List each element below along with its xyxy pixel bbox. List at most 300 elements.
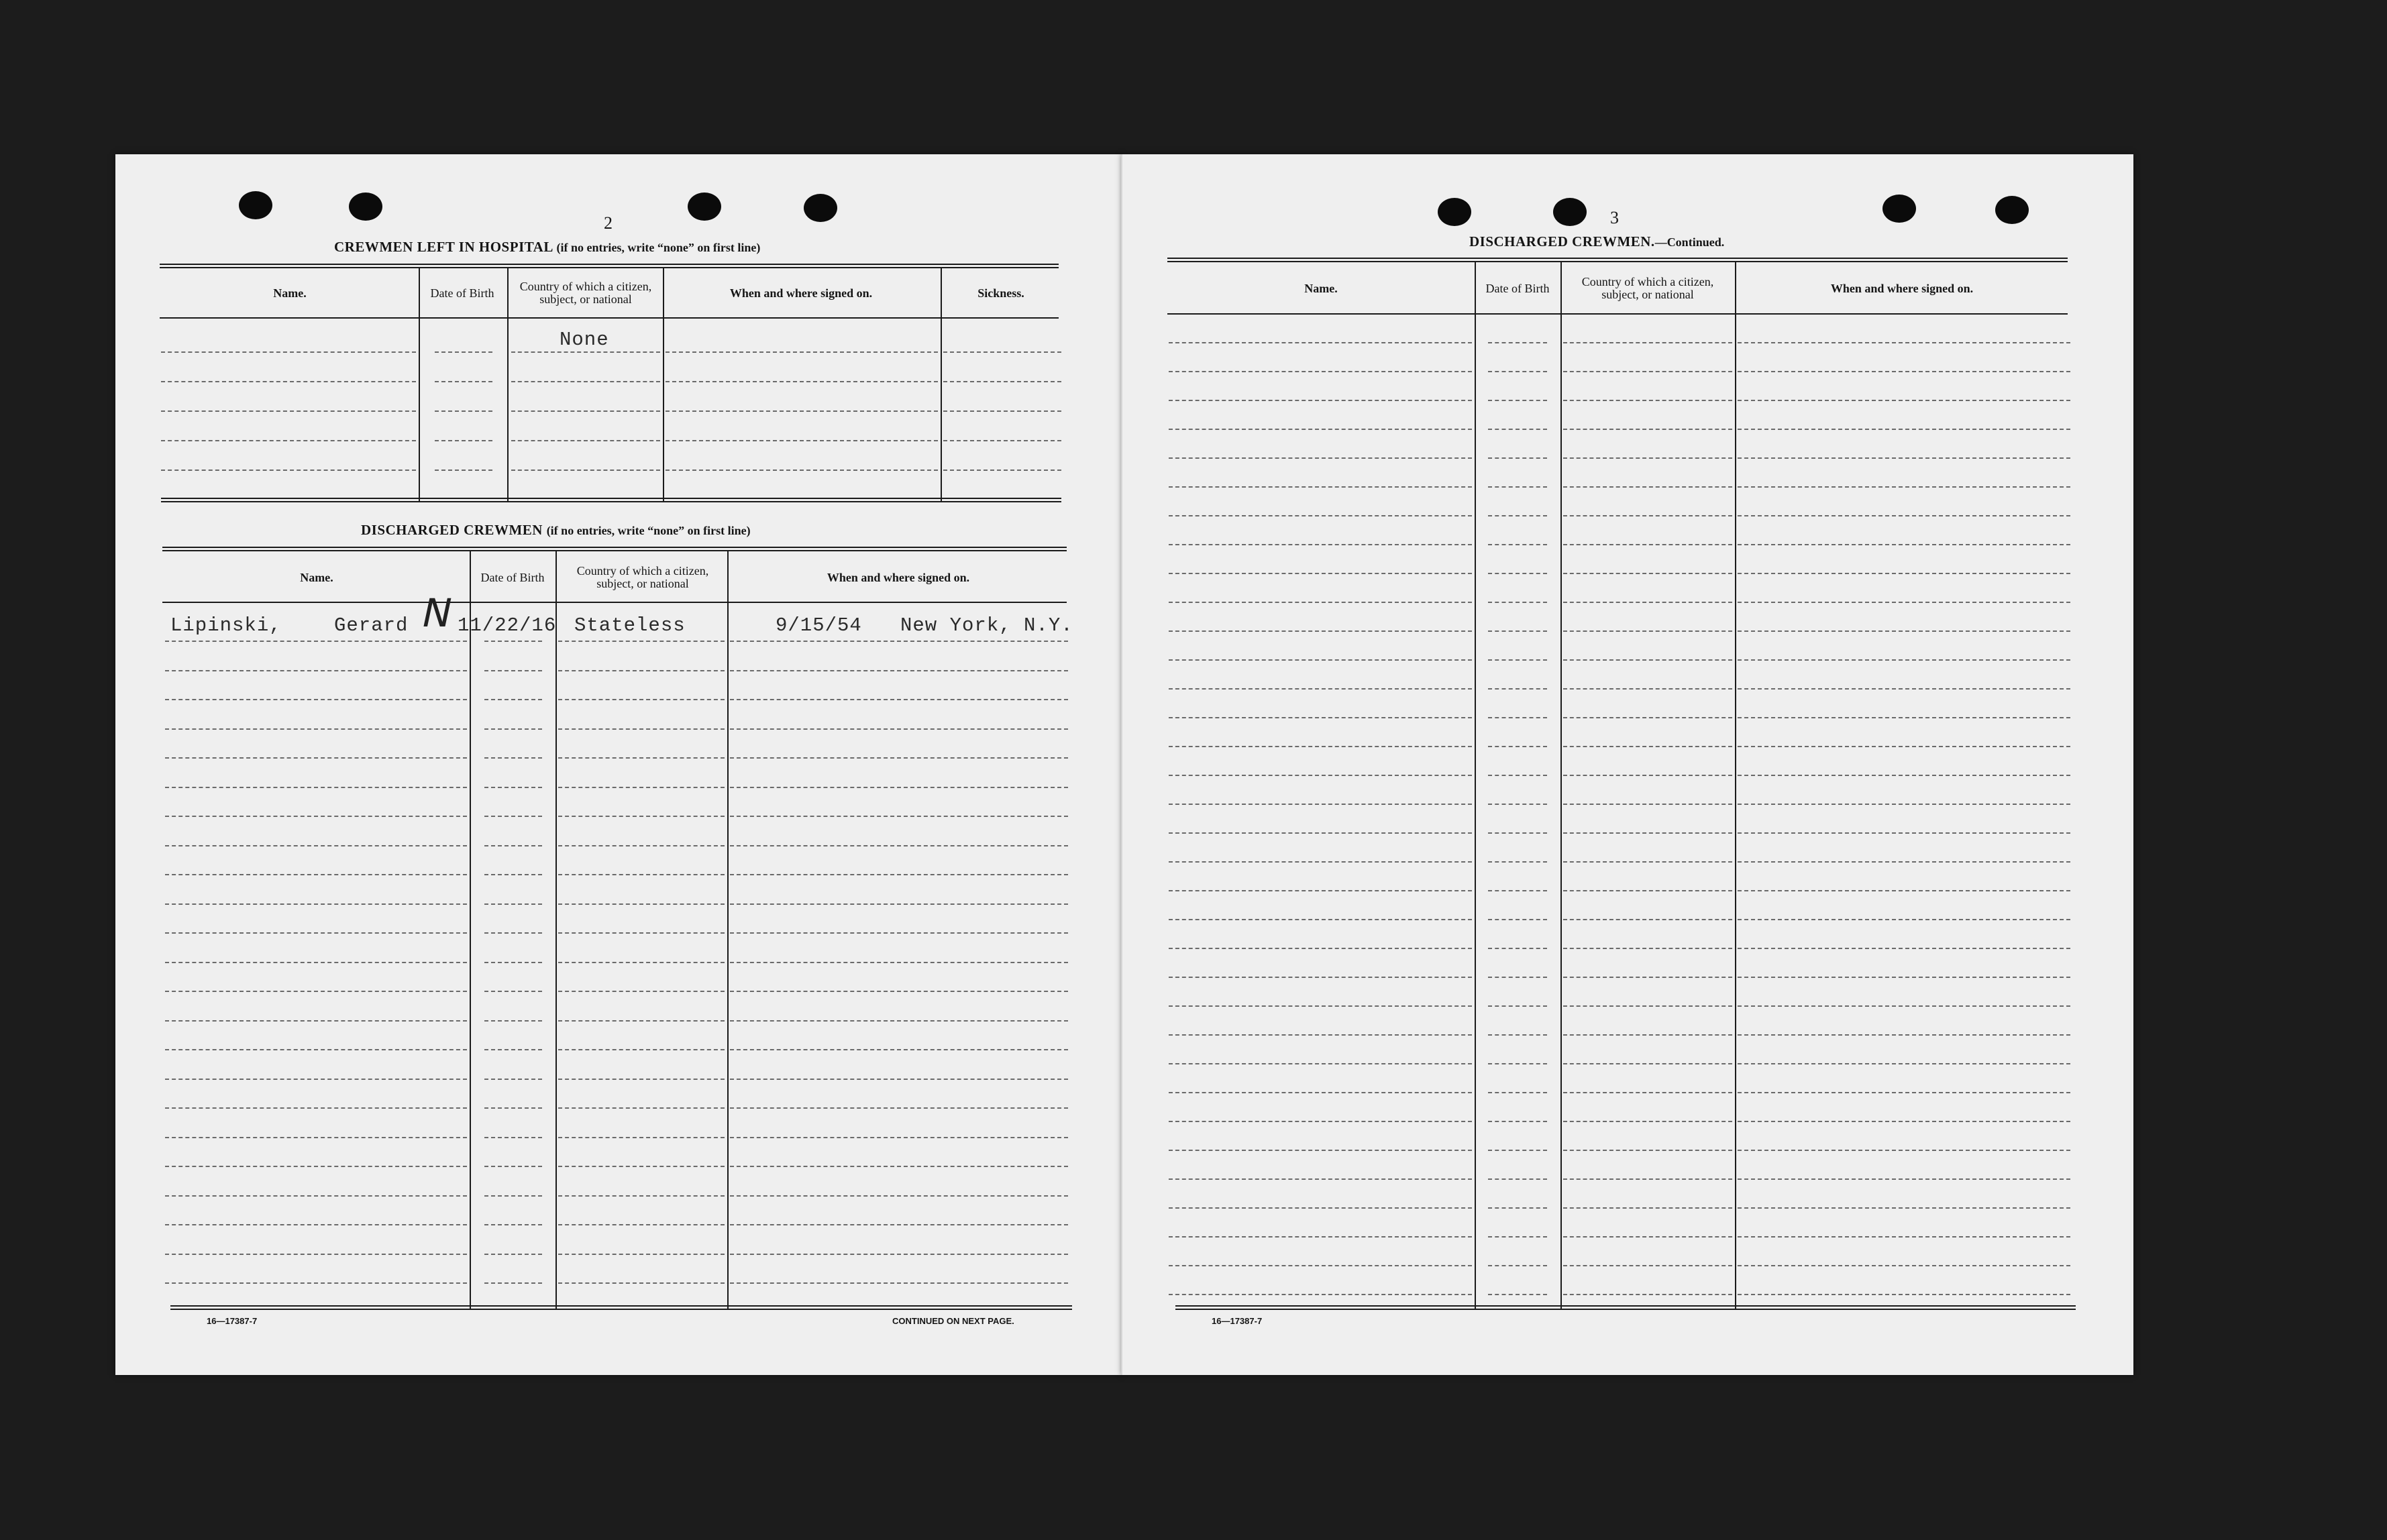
ruled-line bbox=[484, 1020, 542, 1022]
ruled-line bbox=[1488, 948, 1547, 949]
ruled-line bbox=[165, 903, 467, 905]
ruled-line bbox=[1488, 804, 1547, 805]
ruled-line bbox=[1563, 1121, 1732, 1122]
ruled-line bbox=[1169, 832, 1472, 834]
right-divider bbox=[1735, 262, 1736, 1309]
ruled-line bbox=[165, 1020, 467, 1022]
ruled-line bbox=[1488, 400, 1547, 401]
hospital-top-rule bbox=[160, 264, 1059, 268]
ruled-line bbox=[435, 410, 492, 412]
ruled-line bbox=[1738, 400, 2070, 401]
ruled-line bbox=[1169, 746, 1472, 747]
ruled-line bbox=[1738, 832, 2070, 834]
ruled-line bbox=[511, 470, 660, 471]
ruled-line bbox=[1563, 1178, 1732, 1180]
ruled-line bbox=[558, 874, 725, 875]
ruled-line bbox=[1563, 804, 1732, 805]
ruled-line bbox=[558, 641, 725, 642]
ruled-line bbox=[730, 728, 1068, 730]
discharged-col-country: Country of which a citizen, subject, or national bbox=[576, 564, 709, 590]
page-number: 2 bbox=[604, 213, 613, 233]
ruled-line bbox=[1488, 890, 1547, 891]
discharged-divider bbox=[470, 551, 471, 1309]
right-col-name: Name. bbox=[1304, 281, 1338, 295]
ruled-line bbox=[558, 787, 725, 788]
ruled-line bbox=[1738, 1178, 2070, 1180]
ruled-line bbox=[165, 1224, 467, 1225]
ruled-line bbox=[558, 1166, 725, 1167]
ruled-line bbox=[558, 991, 725, 992]
ruled-line bbox=[730, 670, 1068, 671]
ruled-line bbox=[1488, 486, 1547, 488]
ruled-line bbox=[1169, 602, 1472, 603]
ruled-line bbox=[484, 1282, 542, 1284]
ruled-line bbox=[1169, 342, 1472, 343]
ruled-line bbox=[1169, 977, 1472, 978]
ruled-line bbox=[1738, 371, 2070, 372]
hospital-col-country: Country of which a citizen, subject, or national bbox=[519, 280, 652, 306]
ruled-line bbox=[730, 903, 1068, 905]
hospital-title-note: (if no entries, write “none” on first line) bbox=[556, 241, 761, 254]
ruled-line bbox=[1169, 659, 1472, 661]
ruled-line bbox=[1738, 1063, 2070, 1064]
ruled-line bbox=[558, 1224, 725, 1225]
ruled-line bbox=[730, 1079, 1068, 1080]
page-fold bbox=[1121, 154, 1122, 1375]
ruled-line bbox=[1169, 1005, 1472, 1007]
ruled-line bbox=[484, 1079, 542, 1080]
ruled-line bbox=[1563, 1063, 1732, 1064]
ruled-line bbox=[666, 470, 938, 471]
ruled-line bbox=[165, 962, 467, 963]
ruled-line bbox=[1169, 1178, 1472, 1180]
right-divider bbox=[1560, 262, 1562, 1309]
crewman-surname: Lipinski, bbox=[170, 614, 282, 637]
ruled-line bbox=[558, 1079, 725, 1080]
ruled-line bbox=[484, 1107, 542, 1109]
ruled-line bbox=[558, 1020, 725, 1022]
ruled-line bbox=[730, 1020, 1068, 1022]
ruled-line bbox=[666, 381, 938, 382]
ruled-line bbox=[730, 641, 1068, 642]
ruled-line bbox=[165, 670, 467, 671]
ruled-line bbox=[1738, 1121, 2070, 1122]
ruled-line bbox=[730, 699, 1068, 700]
ruled-line bbox=[484, 1049, 542, 1050]
crewman-given-name: Gerard bbox=[334, 614, 409, 637]
ruled-line bbox=[1563, 775, 1732, 776]
right-top-rule bbox=[1167, 258, 2068, 262]
ruled-line bbox=[484, 1137, 542, 1138]
ruled-line bbox=[1738, 890, 2070, 891]
ruled-line bbox=[558, 932, 725, 934]
ruled-line bbox=[1488, 371, 1547, 372]
crewman-signed-on-date: 9/15/54 bbox=[776, 614, 862, 637]
ruled-line bbox=[165, 1107, 467, 1109]
ruled-line bbox=[1488, 1236, 1547, 1238]
ruled-line bbox=[1563, 919, 1732, 920]
ruled-line bbox=[1488, 688, 1547, 690]
ruled-line bbox=[1738, 342, 2070, 343]
ruled-line bbox=[1488, 1265, 1547, 1266]
right-section-title bbox=[1469, 233, 1724, 250]
ruled-line bbox=[1563, 1236, 1732, 1238]
punch-hole bbox=[349, 192, 382, 221]
ruled-line bbox=[1738, 429, 2070, 430]
ruled-line bbox=[730, 787, 1068, 788]
ruled-line bbox=[730, 1166, 1068, 1167]
ruled-line bbox=[1738, 861, 2070, 863]
ruled-line bbox=[1563, 688, 1732, 690]
discharged-bottom-rule bbox=[170, 1305, 1072, 1310]
right-page bbox=[1122, 154, 2133, 1375]
ruled-line bbox=[1563, 717, 1732, 718]
ruled-line bbox=[484, 874, 542, 875]
ruled-line bbox=[558, 1282, 725, 1284]
ruled-line bbox=[484, 641, 542, 642]
hospital-col-dob: Date of Birth bbox=[430, 286, 494, 300]
ruled-line bbox=[1563, 515, 1732, 516]
ruled-line bbox=[1169, 804, 1472, 805]
ruled-line bbox=[165, 1079, 467, 1080]
ruled-line bbox=[1169, 486, 1472, 488]
ruled-line bbox=[1738, 804, 2070, 805]
ruled-line bbox=[730, 1107, 1068, 1109]
hospital-header-rule bbox=[160, 317, 1059, 319]
ruled-line bbox=[1169, 775, 1472, 776]
ruled-line bbox=[165, 816, 467, 817]
ruled-line bbox=[161, 470, 416, 471]
ruled-line bbox=[1563, 486, 1732, 488]
punch-hole bbox=[239, 191, 272, 219]
ruled-line bbox=[558, 962, 725, 963]
ruled-line bbox=[1169, 1092, 1472, 1093]
ruled-line bbox=[1738, 1236, 2070, 1238]
ruled-line bbox=[1488, 342, 1547, 343]
ruled-line bbox=[1169, 515, 1472, 516]
ruled-line bbox=[484, 932, 542, 934]
ruled-line bbox=[1488, 1034, 1547, 1036]
ruled-line bbox=[1169, 544, 1472, 545]
ruled-line bbox=[1488, 746, 1547, 747]
ruled-line bbox=[484, 962, 542, 963]
ruled-line bbox=[1169, 1121, 1472, 1122]
ruled-line bbox=[666, 440, 938, 441]
ruled-line bbox=[666, 351, 938, 353]
ruled-line bbox=[1169, 717, 1472, 718]
ruled-line bbox=[1169, 948, 1472, 949]
ruled-line bbox=[1169, 1294, 1472, 1295]
ruled-line bbox=[1169, 1034, 1472, 1036]
ruled-line bbox=[1563, 890, 1732, 891]
ruled-line bbox=[511, 381, 660, 382]
ruled-line bbox=[1488, 1005, 1547, 1007]
ruled-line bbox=[1563, 861, 1732, 863]
ruled-line bbox=[1488, 775, 1547, 776]
ruled-line bbox=[1563, 1005, 1732, 1007]
ruled-line bbox=[558, 1137, 725, 1138]
ruled-line bbox=[730, 991, 1068, 992]
ruled-line bbox=[484, 787, 542, 788]
ruled-line bbox=[435, 381, 492, 382]
ruled-line bbox=[1738, 1005, 2070, 1007]
ruled-line bbox=[1169, 1063, 1472, 1064]
ruled-line bbox=[1738, 602, 2070, 603]
ruled-line bbox=[165, 1166, 467, 1167]
ruled-line bbox=[165, 991, 467, 992]
ruled-line bbox=[165, 845, 467, 846]
ruled-line bbox=[165, 1282, 467, 1284]
punch-hole bbox=[1438, 198, 1471, 226]
discharged-section-title bbox=[361, 522, 751, 539]
ruled-line bbox=[558, 903, 725, 905]
ruled-line bbox=[1169, 861, 1472, 863]
crewman-date-of-birth: 11/22/16 bbox=[458, 614, 557, 637]
hospital-divider bbox=[663, 268, 664, 501]
ruled-line bbox=[511, 351, 660, 353]
ruled-line bbox=[161, 381, 416, 382]
discharged-divider bbox=[727, 551, 729, 1309]
ruled-line bbox=[1169, 400, 1472, 401]
page-number: 3 bbox=[1610, 208, 1619, 227]
ruled-line bbox=[1169, 429, 1472, 430]
ruled-line bbox=[1738, 457, 2070, 459]
right-col-country: Country of which a citizen, subject, or national bbox=[1581, 275, 1714, 301]
ruled-line bbox=[435, 440, 492, 441]
discharged-divider bbox=[555, 551, 557, 1309]
ruled-line bbox=[1563, 1092, 1732, 1093]
ruled-line bbox=[1563, 342, 1732, 343]
ruled-line bbox=[1563, 1294, 1732, 1295]
ruled-line bbox=[730, 1137, 1068, 1138]
ruled-line bbox=[1563, 371, 1732, 372]
discharged-col-dob: Date of Birth bbox=[480, 570, 545, 584]
ruled-line bbox=[1169, 890, 1472, 891]
right-col-dob: Date of Birth bbox=[1485, 281, 1550, 295]
ruled-line bbox=[730, 1254, 1068, 1255]
ruled-line bbox=[165, 787, 467, 788]
ruled-line bbox=[1563, 1150, 1732, 1151]
ruled-line bbox=[1738, 630, 2070, 632]
ruled-line bbox=[1738, 977, 2070, 978]
ruled-line bbox=[1169, 457, 1472, 459]
ruled-line bbox=[1563, 429, 1732, 430]
discharged-col-name: Name. bbox=[300, 570, 333, 584]
ruled-line bbox=[1738, 717, 2070, 718]
ruled-line bbox=[511, 440, 660, 441]
ruled-line bbox=[730, 1049, 1068, 1050]
ruled-line bbox=[1563, 1034, 1732, 1036]
hospital-divider bbox=[507, 268, 509, 501]
ruled-line bbox=[943, 440, 1061, 441]
ruled-line bbox=[1488, 1178, 1547, 1180]
ruled-line bbox=[1488, 515, 1547, 516]
ruled-line bbox=[484, 1254, 542, 1255]
ruled-line bbox=[730, 874, 1068, 875]
hospital-divider bbox=[941, 268, 942, 501]
ruled-line bbox=[1738, 775, 2070, 776]
ruled-line bbox=[1169, 371, 1472, 372]
right-col-signed-on: When and where signed on. bbox=[1830, 281, 1974, 295]
ruled-line bbox=[1563, 630, 1732, 632]
ruled-line bbox=[1488, 457, 1547, 459]
ruled-line bbox=[1169, 1236, 1472, 1238]
ruled-line bbox=[1563, 400, 1732, 401]
discharged-col-signed-on: When and where signed on. bbox=[827, 570, 970, 584]
hospital-col-name: Name. bbox=[273, 286, 307, 300]
ruled-line bbox=[943, 351, 1061, 353]
ruled-line bbox=[1488, 602, 1547, 603]
ruled-line bbox=[558, 1049, 725, 1050]
ruled-line bbox=[484, 699, 542, 700]
ruled-line bbox=[1738, 1265, 2070, 1266]
ruled-line bbox=[1563, 948, 1732, 949]
ruled-line bbox=[1738, 1207, 2070, 1209]
hospital-divider bbox=[419, 268, 420, 501]
ruled-line bbox=[1738, 1092, 2070, 1093]
ruled-line bbox=[165, 1254, 467, 1255]
ruled-line bbox=[1563, 573, 1732, 574]
ruled-line bbox=[165, 874, 467, 875]
ruled-line bbox=[1488, 630, 1547, 632]
discharged-header-rule bbox=[162, 602, 1067, 603]
ruled-line bbox=[1738, 746, 2070, 747]
ruled-line bbox=[1563, 602, 1732, 603]
hospital-col-signed-on: When and where signed on. bbox=[729, 286, 873, 300]
ruled-line bbox=[558, 757, 725, 759]
ruled-line bbox=[1738, 1034, 2070, 1036]
right-form-number: 16—17387-7 bbox=[1212, 1316, 1263, 1326]
ruled-line bbox=[484, 903, 542, 905]
ruled-line bbox=[484, 670, 542, 671]
ruled-line bbox=[435, 470, 492, 471]
continued-note: CONTINUED ON NEXT PAGE. bbox=[892, 1316, 1014, 1326]
ruled-line bbox=[1738, 1294, 2070, 1295]
crewman-signed-on-place: New York, N.Y. bbox=[900, 614, 1073, 637]
ruled-line bbox=[1169, 1150, 1472, 1151]
ruled-line bbox=[484, 991, 542, 992]
ruled-line bbox=[1488, 544, 1547, 545]
ruled-line bbox=[1488, 717, 1547, 718]
right-header-rule bbox=[1167, 313, 2068, 315]
ruled-line bbox=[1563, 1265, 1732, 1266]
discharged-top-rule bbox=[162, 547, 1067, 551]
ruled-line bbox=[1169, 630, 1472, 632]
ruled-line bbox=[1488, 1207, 1547, 1209]
ruled-line bbox=[1563, 1207, 1732, 1209]
ruled-line bbox=[1169, 688, 1472, 690]
crewman-country: Stateless bbox=[574, 614, 686, 637]
ruled-line bbox=[558, 1254, 725, 1255]
ruled-line bbox=[1738, 1150, 2070, 1151]
left-form-number: 16—17387-7 bbox=[207, 1316, 258, 1326]
ruled-line bbox=[558, 670, 725, 671]
ruled-line bbox=[1563, 832, 1732, 834]
ruled-line bbox=[1738, 659, 2070, 661]
ruled-line bbox=[435, 351, 492, 353]
ruled-line bbox=[1738, 688, 2070, 690]
ruled-line bbox=[558, 1195, 725, 1197]
ruled-line bbox=[730, 1282, 1068, 1284]
ruled-line bbox=[558, 1107, 725, 1109]
ruled-line bbox=[484, 816, 542, 817]
ruled-line bbox=[1169, 573, 1472, 574]
ruled-line bbox=[1488, 1121, 1547, 1122]
ruled-line bbox=[1563, 544, 1732, 545]
punch-hole bbox=[1882, 195, 1916, 223]
left-page bbox=[115, 154, 1122, 1375]
ruled-line bbox=[1738, 919, 2070, 920]
ruled-line bbox=[1488, 659, 1547, 661]
punch-hole bbox=[1553, 198, 1587, 226]
ruled-line bbox=[165, 757, 467, 759]
ruled-line bbox=[1169, 919, 1472, 920]
punch-hole bbox=[1995, 196, 2029, 224]
ruled-line bbox=[1563, 457, 1732, 459]
ruled-line bbox=[1738, 544, 2070, 545]
ruled-line bbox=[165, 699, 467, 700]
ruled-line bbox=[730, 757, 1068, 759]
ruled-line bbox=[1169, 1207, 1472, 1209]
ruled-line bbox=[1488, 861, 1547, 863]
ruled-line bbox=[558, 816, 725, 817]
ruled-line bbox=[1488, 573, 1547, 574]
hospital-section-title bbox=[334, 239, 760, 256]
ruled-line bbox=[1488, 919, 1547, 920]
ruled-line bbox=[1488, 977, 1547, 978]
ruled-line bbox=[730, 1224, 1068, 1225]
ruled-line bbox=[484, 1166, 542, 1167]
discharged-title-text: DISCHARGED CREWMEN bbox=[361, 522, 543, 538]
ruled-line bbox=[161, 351, 416, 353]
ruled-line bbox=[1563, 746, 1732, 747]
right-title-suffix: —Continued. bbox=[1654, 235, 1725, 249]
punch-hole bbox=[804, 194, 837, 222]
ruled-line bbox=[558, 728, 725, 730]
ruled-line bbox=[1563, 977, 1732, 978]
ruled-line bbox=[1488, 1150, 1547, 1151]
ruled-line bbox=[730, 816, 1068, 817]
crewman-initial-handwritten: N bbox=[417, 590, 457, 636]
ruled-line bbox=[1738, 486, 2070, 488]
right-title-text: DISCHARGED CREWMEN. bbox=[1469, 233, 1655, 250]
ruled-line bbox=[484, 757, 542, 759]
ruled-line bbox=[165, 932, 467, 934]
ruled-line bbox=[730, 932, 1068, 934]
ruled-line bbox=[165, 1137, 467, 1138]
hospital-title-text: CREWMEN LEFT IN HOSPITAL bbox=[334, 239, 553, 255]
ruled-line bbox=[666, 410, 938, 412]
discharged-title-note: (if no entries, write “none” on first line) bbox=[546, 524, 751, 537]
hospital-entry-none: None bbox=[560, 329, 609, 351]
ruled-line bbox=[558, 699, 725, 700]
ruled-line bbox=[165, 1195, 467, 1197]
ruled-line bbox=[165, 728, 467, 730]
hospital-bottom-rule bbox=[161, 498, 1061, 502]
ruled-line bbox=[1488, 832, 1547, 834]
ruled-line bbox=[1563, 659, 1732, 661]
ruled-line bbox=[730, 962, 1068, 963]
ruled-line bbox=[1738, 515, 2070, 516]
ruled-line bbox=[484, 1224, 542, 1225]
ruled-line bbox=[558, 845, 725, 846]
ruled-line bbox=[484, 728, 542, 730]
ruled-line bbox=[511, 410, 660, 412]
right-bottom-rule bbox=[1175, 1305, 2076, 1310]
ruled-line bbox=[730, 845, 1068, 846]
ruled-line bbox=[1488, 1092, 1547, 1093]
ruled-line bbox=[165, 641, 467, 642]
